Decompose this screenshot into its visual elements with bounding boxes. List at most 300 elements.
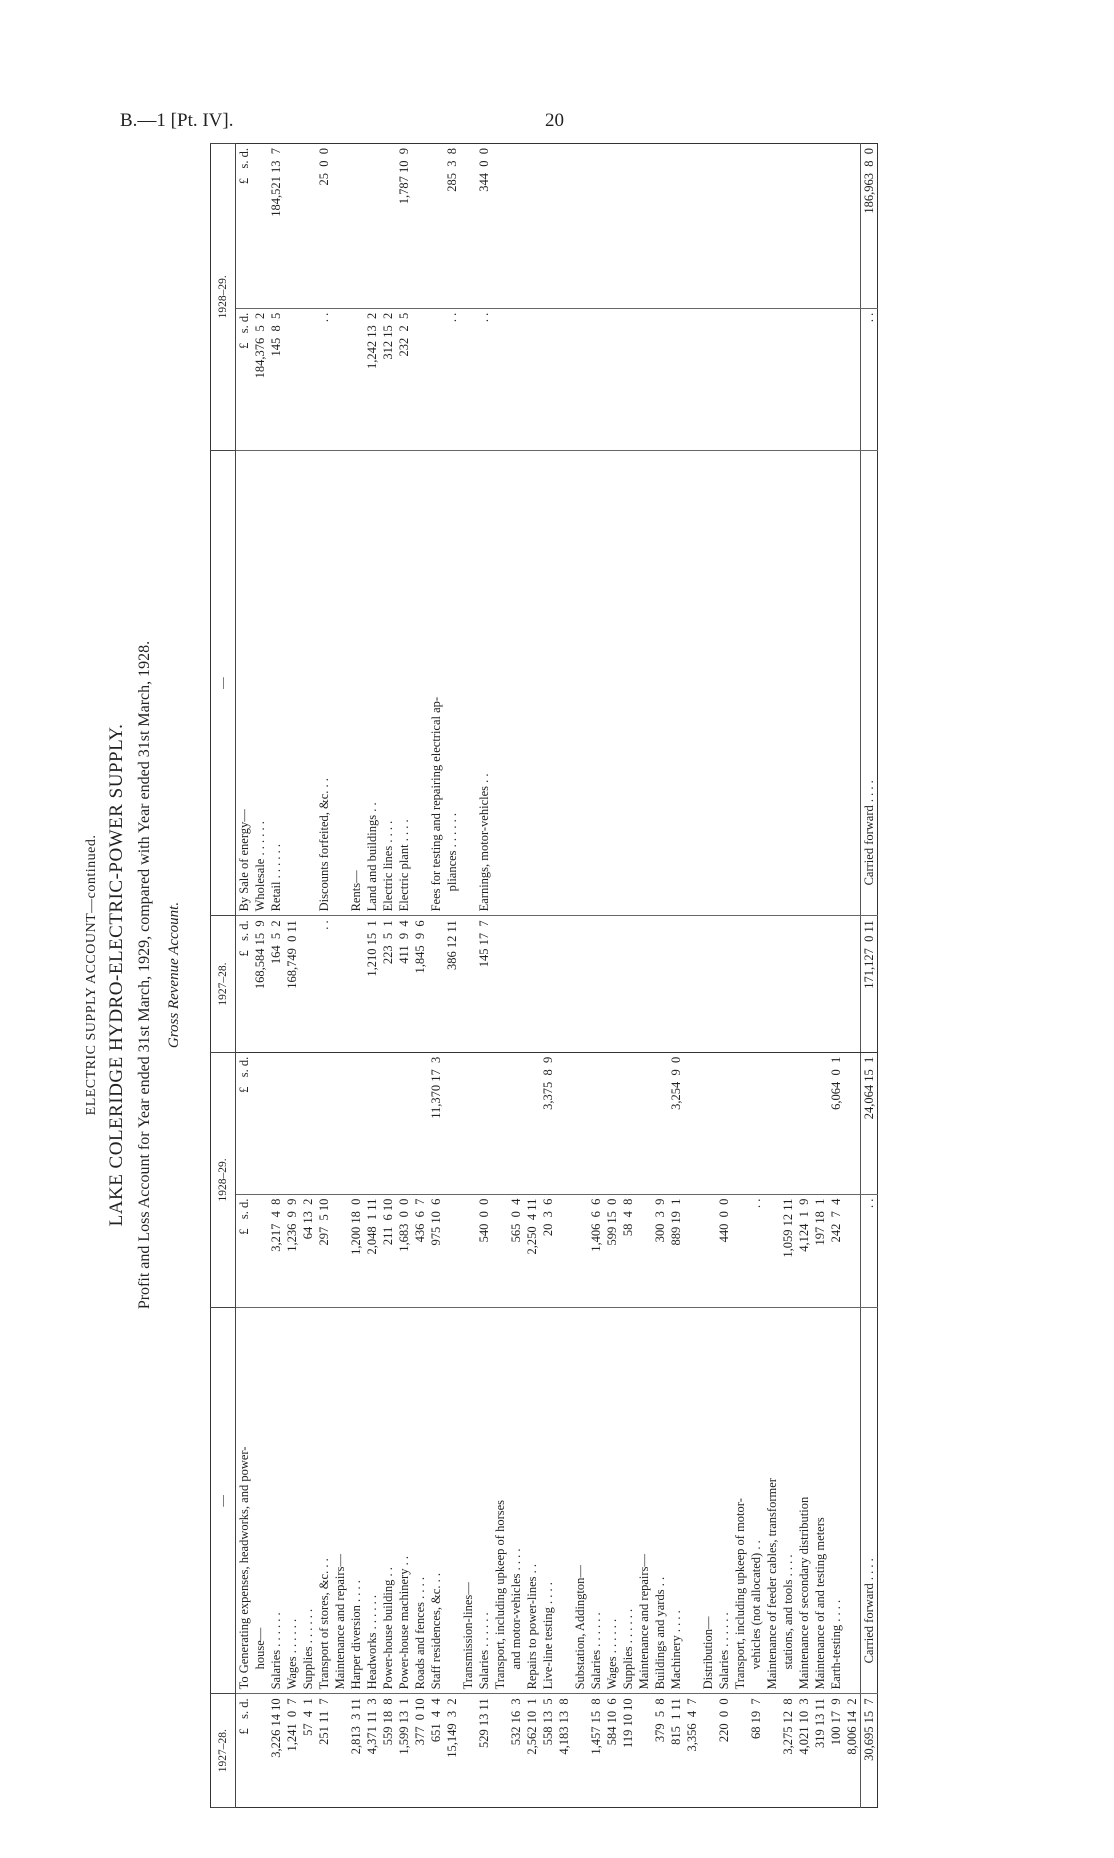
right-cell (348, 144, 364, 309)
right-cell (780, 308, 796, 450)
left-cell: Transport of stores, &c. . . (316, 1308, 332, 1694)
left-cell: . . (748, 1194, 764, 1308)
left-cell: 599 15 0 (604, 1194, 620, 1308)
left-cell: 975 10 6 (428, 1194, 444, 1308)
left-cell: Maintenance and repairs— (332, 1308, 348, 1694)
right-cell: £ s. d. (236, 308, 253, 450)
right-cell: 411 9 4 (396, 916, 412, 1052)
right-cell: 145 17 7 (476, 916, 492, 1052)
right-cell (460, 450, 476, 916)
right-cell (780, 450, 796, 916)
main-title: LAKE COLERIDGE HYDRO-ELECTRIC-POWER SUPPLY. (106, 723, 127, 1227)
right-cell (348, 916, 364, 1052)
left-cell: Earth-testing . . . . (828, 1308, 844, 1694)
right-cell (428, 916, 444, 1052)
table-row (540, 144, 556, 1808)
col-header-1927-28-left: 1927–28. (211, 1694, 236, 1808)
table-row (556, 144, 572, 1808)
left-cell: 197 18 1 (812, 1194, 828, 1308)
right-cell (652, 450, 668, 916)
left-cell (684, 1308, 700, 1694)
right-cell (284, 308, 300, 450)
left-cell: 3,226 14 10 (269, 1698, 283, 1758)
right-cell: pliances . . . . . . (444, 450, 460, 916)
right-cell (668, 916, 684, 1052)
right-cell (252, 144, 268, 309)
left-cell: Supplies . . . . . . (620, 1308, 636, 1694)
left-cell (364, 1052, 380, 1194)
left-cell: 4,021 10 3 (797, 1698, 811, 1755)
right-cell (732, 308, 748, 450)
right-cell (604, 308, 620, 450)
left-cell: Salaries . . . . . . (716, 1308, 732, 1694)
left-cell: 889 19 1 (668, 1194, 684, 1308)
right-cell (332, 308, 348, 450)
left-cell: 559 18 8 (381, 1698, 395, 1746)
left-cell: 4,124 1 9 (796, 1194, 812, 1308)
left-cell (716, 1052, 732, 1194)
left-cell: stations, and tools . . . . (780, 1308, 796, 1694)
left-cell: 3,356 4 7 (685, 1698, 699, 1752)
right-cell (748, 308, 764, 450)
left-cell (444, 1194, 460, 1308)
right-total-sub: . . (861, 308, 878, 450)
left-cell (332, 1694, 348, 1808)
left-cell (460, 1694, 476, 1808)
table-row (828, 144, 844, 1808)
right-cell (844, 916, 861, 1052)
right-cell (508, 450, 524, 916)
left-cell: 440 0 0 (716, 1194, 732, 1308)
left-cell (348, 1052, 364, 1194)
right-cell (508, 916, 524, 1052)
col-header-1928-29-right: 1928–29. (211, 144, 236, 451)
right-cell (492, 450, 508, 916)
right-cell: . . (476, 308, 492, 450)
col-header-1928-29-left: 1928–29. (211, 1052, 236, 1308)
left-cell: 532 16 3 (509, 1698, 523, 1746)
left-cell (444, 1052, 460, 1194)
left-cell: 20 3 6 (540, 1194, 556, 1308)
right-cell (620, 916, 636, 1052)
right-cell (460, 308, 476, 450)
right-cell (844, 308, 861, 450)
right-cell (572, 308, 588, 450)
left-cell: 4,371 11 3 (365, 1698, 379, 1755)
right-cell (844, 144, 861, 309)
right-cell (700, 144, 716, 309)
table-row (700, 144, 716, 1808)
right-cell (556, 308, 572, 450)
table-row (844, 144, 861, 1808)
table-row (252, 144, 268, 1808)
table-row (636, 144, 652, 1808)
left-cell: 1,241 0 7 (285, 1698, 299, 1752)
right-cell (524, 450, 540, 916)
left-total-prev: 30,695 15 7 (861, 1694, 878, 1808)
table-row (732, 144, 748, 1808)
left-cell: 6,064 0 1 (828, 1052, 844, 1194)
right-cell: . . (444, 308, 460, 450)
right-cell: Land and buildings . . (364, 450, 380, 916)
left-cell: 57 4 1 (301, 1698, 315, 1736)
left-total-cur: 24,064 15 1 (861, 1052, 878, 1194)
right-cell (812, 450, 828, 916)
right-cell (636, 916, 652, 1052)
table-row (364, 144, 380, 1808)
right-cell (572, 450, 588, 916)
left-total-sub: . . (861, 1194, 878, 1308)
left-cell (588, 1052, 604, 1194)
left-cell: 558 13 5 (541, 1698, 555, 1746)
table-row (572, 144, 588, 1808)
right-cell (652, 308, 668, 450)
right-cell: 312 15 2 (380, 308, 396, 450)
left-cell (252, 1052, 268, 1194)
left-cell: 3,254 9 0 (668, 1052, 684, 1194)
right-cell (700, 450, 716, 916)
left-cell: 1,200 18 0 (348, 1194, 364, 1308)
left-cell: 584 10 6 (605, 1698, 619, 1746)
left-cell: 4,183 13 8 (557, 1698, 571, 1755)
left-cell: Headworks . . . . . . (364, 1308, 380, 1694)
table-row (588, 144, 604, 1808)
right-cell (652, 144, 668, 309)
left-cell (252, 1194, 268, 1308)
left-cell: 8,006 14 2 (845, 1698, 859, 1755)
right-total-prev: 171,127 0 11 (861, 916, 878, 1052)
right-cell: 145 8 5 (268, 308, 284, 450)
left-cell: 64 13 2 (300, 1194, 316, 1308)
section-title: ELECTRIC SUPPLY ACCOUNT—continued. (84, 834, 99, 1116)
left-cell (700, 1694, 716, 1808)
right-cell (668, 308, 684, 450)
right-cell (524, 916, 540, 1052)
table-row (716, 144, 732, 1808)
left-cell (844, 1052, 861, 1194)
table-row (508, 144, 524, 1808)
left-cell: 11,370 17 3 (428, 1052, 444, 1194)
table-row (300, 144, 316, 1808)
right-cell (412, 308, 428, 450)
left-cell: Maintenance of and testing meters (812, 1308, 828, 1694)
right-cell (588, 144, 604, 309)
right-cell (668, 450, 684, 916)
right-cell (524, 144, 540, 309)
left-cell: 565 0 4 (508, 1194, 524, 1308)
table-row (396, 144, 412, 1808)
right-cell (828, 144, 844, 309)
right-cell (716, 308, 732, 450)
left-cell: 2,048 1 11 (364, 1194, 380, 1308)
left-cell: Transport, including upkeep of motor- (732, 1308, 748, 1694)
right-cell (748, 450, 764, 916)
right-cell (764, 916, 780, 1052)
left-cell (764, 1052, 780, 1194)
table-row (780, 144, 796, 1808)
left-cell: £ s. d. (236, 1194, 253, 1308)
left-cell: Transmission-lines— (460, 1308, 476, 1694)
right-cell (828, 308, 844, 450)
left-cell (812, 1052, 828, 1194)
right-cell: Electric lines . . . . (380, 450, 396, 916)
left-cell (572, 1694, 588, 1808)
left-cell (492, 1694, 508, 1808)
table-row (268, 144, 284, 1808)
right-cell: 1,845 9 6 (412, 916, 428, 1052)
table-row (444, 144, 460, 1808)
left-cell: 1,059 12 11 (780, 1194, 796, 1308)
left-cell: 100 17 9 (829, 1698, 843, 1746)
right-cell (828, 916, 844, 1052)
left-cell (732, 1694, 748, 1808)
left-cell (780, 1052, 796, 1194)
right-cell (652, 916, 668, 1052)
table-row (236, 144, 253, 1808)
left-cell (268, 1052, 284, 1194)
col-header-desc-left: — (211, 1308, 236, 1694)
table-body (236, 144, 861, 1808)
left-cell: Maintenance of feeder cables, transformer (764, 1308, 780, 1694)
right-cell (588, 450, 604, 916)
left-cell (476, 1052, 492, 1194)
right-cell (732, 144, 748, 309)
table-row (652, 144, 668, 1808)
right-cell (572, 144, 588, 309)
left-cell (252, 1694, 268, 1808)
left-cell (492, 1052, 508, 1194)
right-cell (716, 450, 732, 916)
left-cell: Substation, Addington— (572, 1308, 588, 1694)
left-cell: 15,149 3 2 (445, 1698, 459, 1758)
table-row (492, 144, 508, 1808)
right-cell (588, 916, 604, 1052)
table-row (684, 144, 700, 1808)
left-cell: Roads and fences . . . . (412, 1308, 428, 1694)
table-row (812, 144, 828, 1808)
right-cell (604, 916, 620, 1052)
right-cell: Fees for testing and repairing electrical ap- (428, 450, 444, 916)
left-cell (732, 1052, 748, 1194)
right-cell: 285 3 8 (444, 144, 460, 309)
right-cell: Electric plant . . . . (396, 450, 412, 916)
left-cell: 3,217 4 8 (268, 1194, 284, 1308)
right-cell (620, 308, 636, 450)
left-cell: 651 4 4 (429, 1698, 443, 1743)
table-row (332, 144, 348, 1808)
table-row (412, 144, 428, 1808)
left-cell: Salaries . . . . . . (476, 1308, 492, 1694)
left-cell: 2,562 10 1 (525, 1698, 539, 1755)
left-cell: 2,813 3 11 (349, 1698, 363, 1755)
right-cell (636, 144, 652, 309)
right-cell (668, 144, 684, 309)
right-cell (796, 916, 812, 1052)
table-row (284, 144, 300, 1808)
left-cell (700, 1194, 716, 1308)
left-cell (652, 1052, 668, 1194)
left-cell: 319 13 11 (813, 1698, 827, 1748)
left-cell: 297 5 10 (316, 1194, 332, 1308)
right-cell (748, 916, 764, 1052)
left-cell (284, 1052, 300, 1194)
right-cell: 168,584 15 9 (252, 916, 268, 1052)
left-cell: Staff residences, &c. . . (428, 1308, 444, 1694)
rotated-account-page (62, 120, 1017, 1830)
left-cell: Repairs to power-lines . . (524, 1308, 540, 1694)
right-cell (428, 308, 444, 450)
right-cell (828, 450, 844, 916)
right-cell (364, 144, 380, 309)
left-cell: Distribution— (700, 1308, 716, 1694)
page-reference: B.—1 [Pt. IV]. (120, 110, 234, 131)
right-cell: 1,242 13 2 (364, 308, 380, 450)
table-row (796, 144, 812, 1808)
table-row (316, 144, 332, 1808)
right-cell: 1,210 15 1 (364, 916, 380, 1052)
left-cell (636, 1052, 652, 1194)
right-cell: 25 0 0 (316, 144, 332, 309)
right-cell: . . (316, 308, 332, 450)
right-cell (604, 144, 620, 309)
right-cell: Rents— (348, 450, 364, 916)
right-cell (284, 144, 300, 309)
left-cell: £ s. d. (237, 1698, 251, 1735)
left-cell: To Generating expenses, headworks, and power- (236, 1308, 253, 1694)
left-cell: Salaries . . . . . . (268, 1308, 284, 1694)
right-cell (700, 308, 716, 450)
left-cell: Supplies . . . . . . (300, 1308, 316, 1694)
left-cell (572, 1194, 588, 1308)
right-cell: 223 5 1 (380, 916, 396, 1052)
left-cell (492, 1194, 508, 1308)
col-header-desc-right: — (211, 450, 236, 916)
left-cell (636, 1694, 652, 1808)
left-cell (748, 1052, 764, 1194)
left-cell: vehicles (not allocated) . . (748, 1308, 764, 1694)
left-cell: 1,599 13 1 (397, 1698, 411, 1755)
right-cell (540, 450, 556, 916)
right-cell (524, 308, 540, 450)
left-cell (732, 1194, 748, 1308)
right-cell (796, 450, 812, 916)
left-cell (764, 1694, 780, 1808)
right-cell (300, 916, 316, 1052)
left-cell (508, 1052, 524, 1194)
left-cell: 251 11 7 (317, 1698, 331, 1745)
table-row (348, 144, 364, 1808)
right-cell: Wholesale . . . . . . (252, 450, 268, 916)
right-cell (844, 450, 861, 916)
left-cell: 2,250 4 11 (524, 1194, 540, 1308)
left-cell: 300 3 9 (652, 1194, 668, 1308)
right-cell (636, 308, 652, 450)
left-cell (636, 1194, 652, 1308)
right-cell (812, 916, 828, 1052)
right-cell: 184,376 5 2 (252, 308, 268, 450)
left-cell (684, 1052, 700, 1194)
right-cell (300, 450, 316, 916)
account-name: Gross Revenue Account. (166, 901, 182, 1049)
left-cell (412, 1052, 428, 1194)
right-cell (556, 916, 572, 1052)
right-cell: Earnings, motor-vehicles . . (476, 450, 492, 916)
right-cell (700, 916, 716, 1052)
left-cell (332, 1052, 348, 1194)
right-cell (796, 144, 812, 309)
left-cell: Power-house machinery . . (396, 1308, 412, 1694)
right-cell (604, 450, 620, 916)
left-cell (764, 1194, 780, 1308)
revenue-account-table (210, 143, 878, 1808)
right-cell: 386 12 11 (444, 916, 460, 1052)
right-cell (796, 308, 812, 450)
left-cell: 1,457 15 8 (589, 1698, 603, 1755)
table-row (476, 144, 492, 1808)
subtitle: Profit and Loss Account for Year ended 31st March, 1929, compared with Year ended 31st March, 1928. (136, 640, 153, 1310)
left-cell (844, 1194, 861, 1308)
right-cell: £ s. d. (236, 144, 253, 309)
left-cell (620, 1052, 636, 1194)
left-cell: 3,275 12 8 (781, 1698, 795, 1755)
right-cell (412, 144, 428, 309)
right-cell (636, 450, 652, 916)
right-cell (764, 308, 780, 450)
right-cell (492, 916, 508, 1052)
right-cell: Retail . . . . . . (268, 450, 284, 916)
right-cell (748, 144, 764, 309)
left-cell (572, 1052, 588, 1194)
left-cell: Buildings and yards . . (652, 1308, 668, 1694)
table-row (668, 144, 684, 1808)
left-cell: 379 5 8 (653, 1698, 667, 1743)
left-cell (300, 1052, 316, 1194)
right-cell (300, 144, 316, 309)
right-cell (716, 916, 732, 1052)
table-row (428, 144, 444, 1808)
right-cell (300, 308, 316, 450)
table-row (748, 144, 764, 1808)
right-cell (332, 916, 348, 1052)
right-cell: 168,749 0 11 (284, 916, 300, 1052)
carried-forward-row (861, 144, 878, 1808)
right-cell: Discounts forfeited, &c. . . (316, 450, 332, 916)
left-cell (460, 1052, 476, 1194)
right-cell (812, 308, 828, 450)
right-cell (556, 450, 572, 916)
right-cell (732, 916, 748, 1052)
right-cell (588, 308, 604, 450)
left-cell (444, 1308, 460, 1694)
right-cell (428, 144, 444, 309)
left-cell: 58 4 8 (620, 1194, 636, 1308)
right-cell (684, 144, 700, 309)
right-cell (556, 144, 572, 309)
right-cell: 344 0 0 (476, 144, 492, 309)
left-cell: Salaries . . . . . . (588, 1308, 604, 1694)
table-row (524, 144, 540, 1808)
table-row (620, 144, 636, 1808)
left-cell: 242 7 4 (828, 1194, 844, 1308)
left-cell (700, 1052, 716, 1194)
col-header-1927-28-right: 1927–28. (211, 916, 236, 1052)
left-cell (844, 1308, 861, 1694)
left-cell: 220 0 0 (717, 1698, 731, 1743)
right-total-cur: 186,963 8 0 (861, 144, 878, 309)
right-cell: 232 2 5 (396, 308, 412, 450)
left-cell: 68 19 7 (749, 1698, 763, 1740)
left-cell: Wages . . . . . . (284, 1308, 300, 1694)
